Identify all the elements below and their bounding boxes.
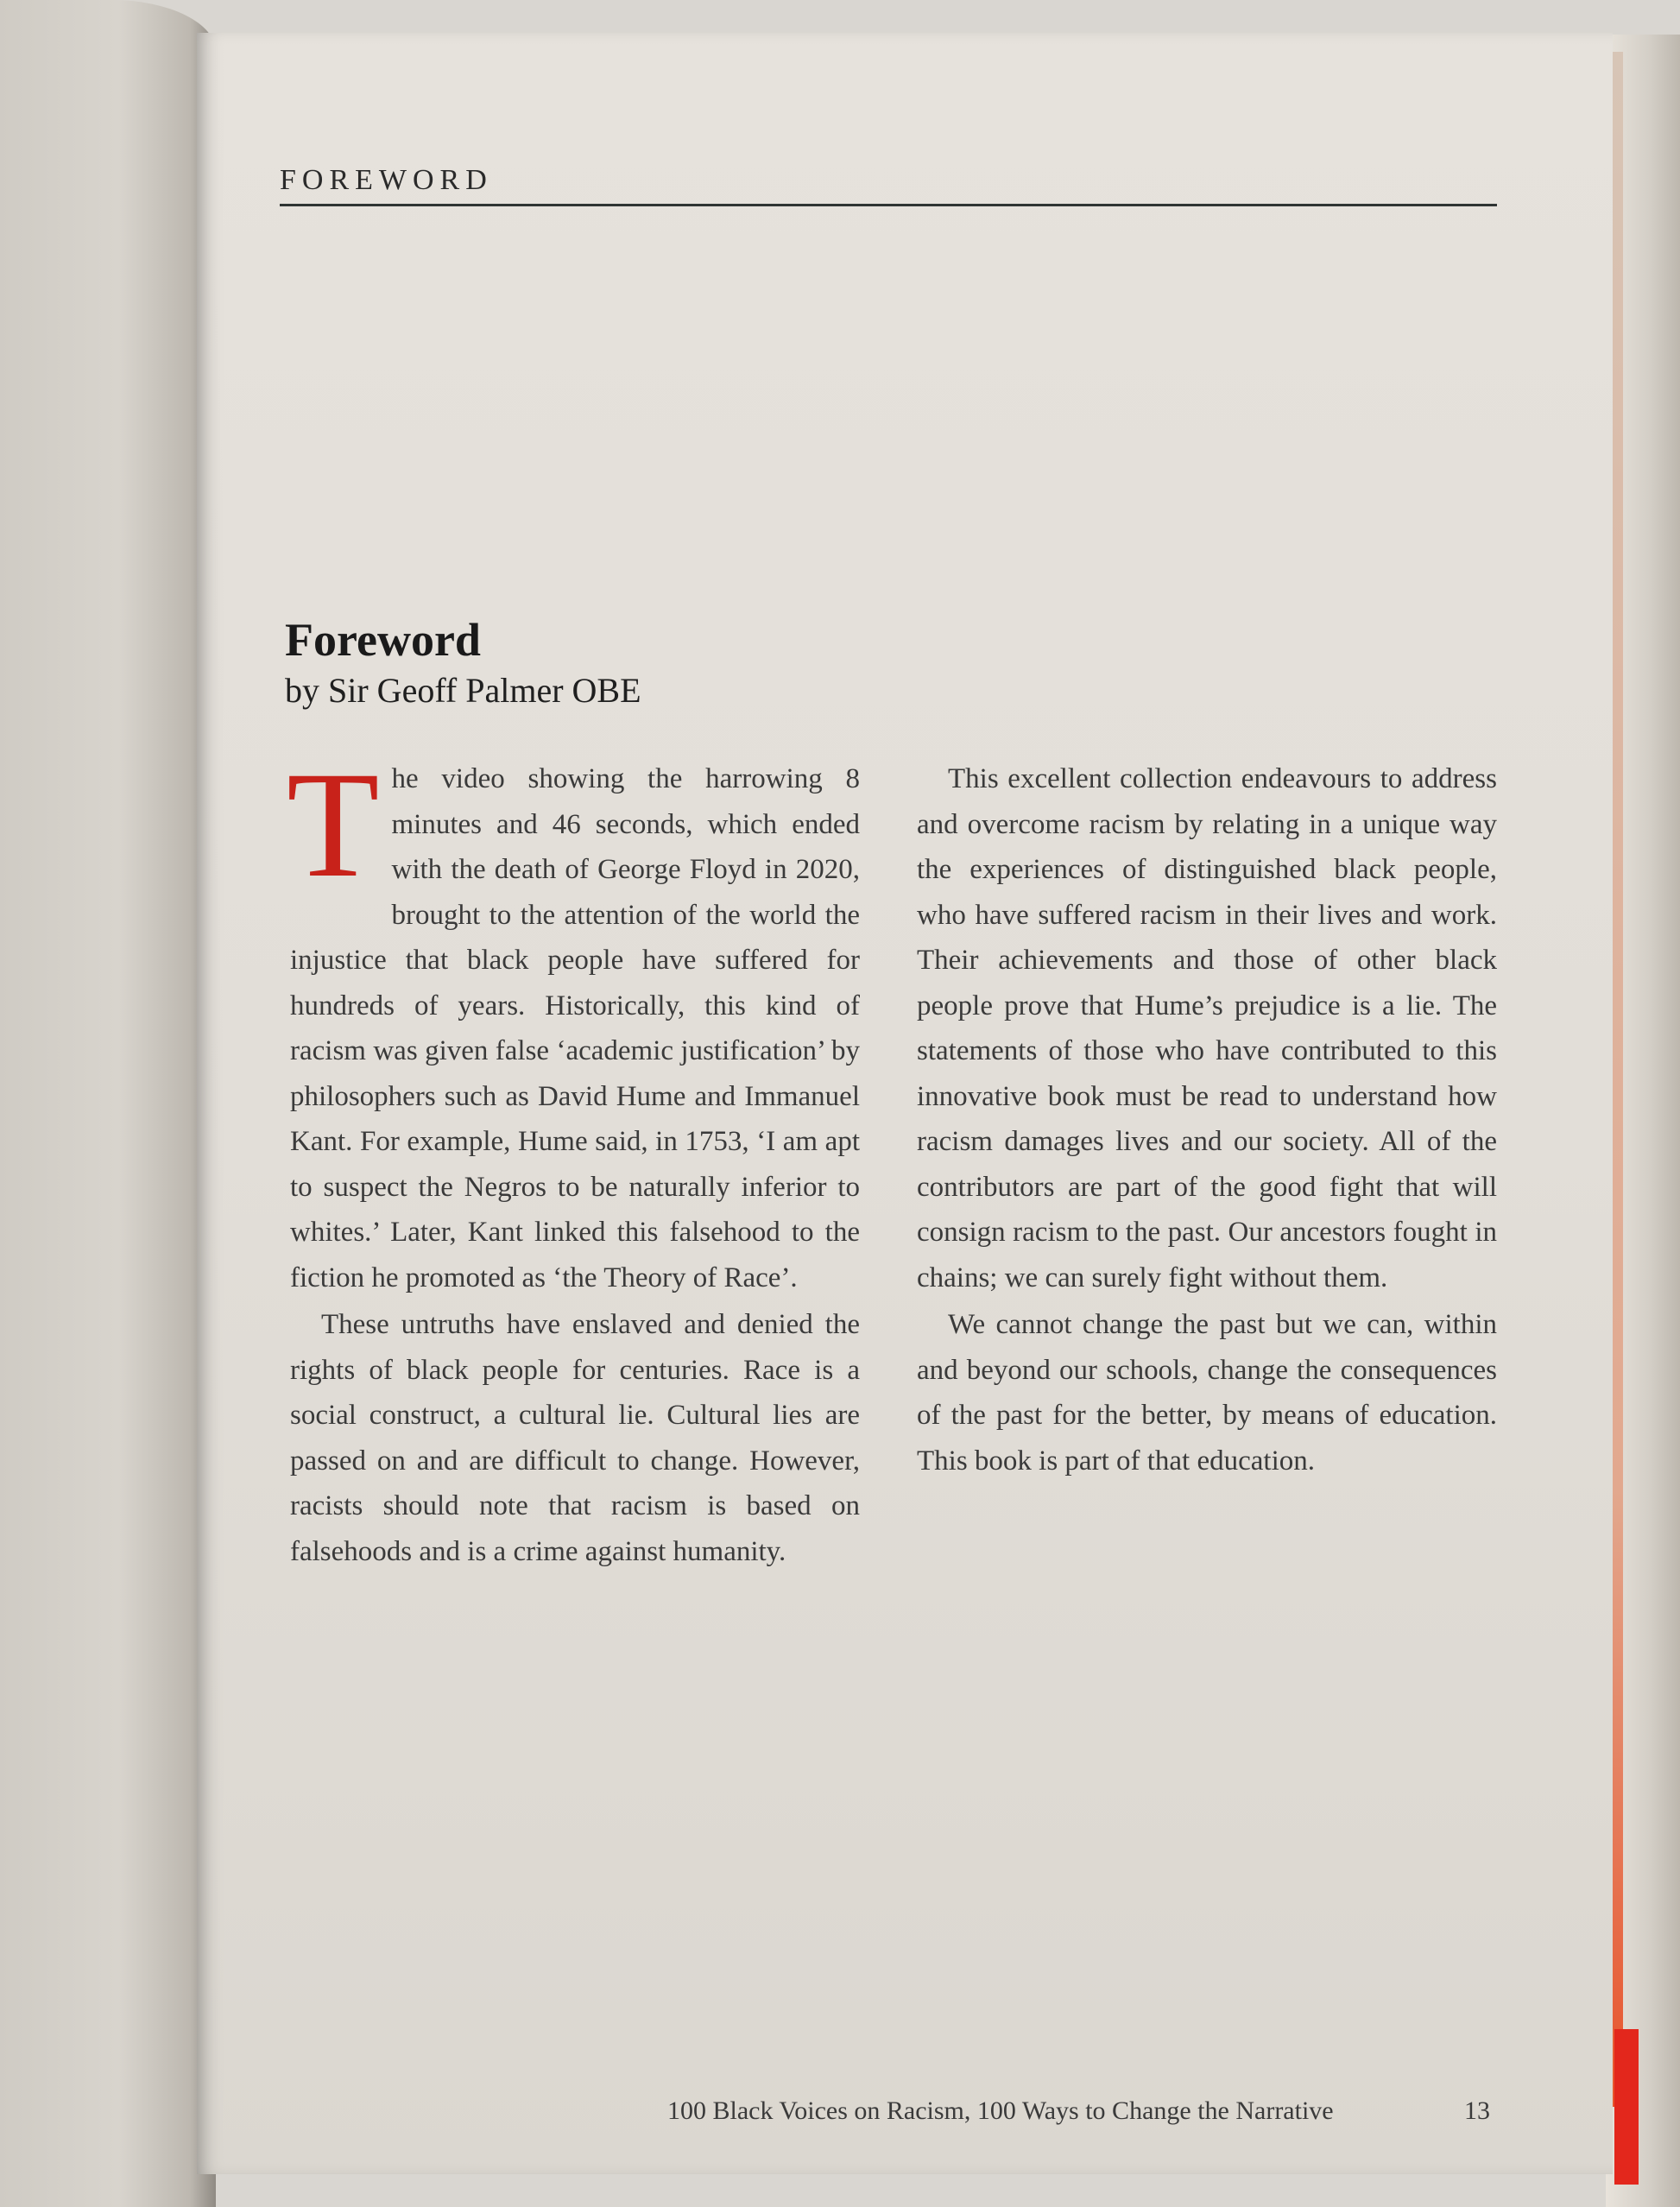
left-paragraph-2: These untruths have enslaved and denied the rights of black people for centuries. Race is a social construct, a cultural lie. Cultural lies are passed on and are difficult to change. However, racists should note that racism is based on falsehoods and is a crime against humanity. [290,1309,860,1567]
left-column [287,741,860,1574]
left-paragraph-1-text: he video showing the harrowing 8 minutes and 46 seconds, which ended with the death of George Floyd in 2020, brought to the attention of the world the injustice that black people have suffered for hundreds of years. Historically, this kind of racism was given false ‘academic justification’ by philosophers such as David Hume and Immanuel Kant. For example, Hume said, in 1753, ‘I am apt to suspect the Negros to be naturally inferior to whites.’ Later, Kant linked this falsehood to the fiction he promoted as ‘the Theory of Race’. [290,763,860,1293]
left-paragraph-1 [287,741,860,1300]
header-rule [280,204,1497,206]
cover-edge [1611,52,1623,2107]
footer-book-title: 100 Black Voices on Racism, 100 Ways to Change the Narrative [667,2096,1334,2125]
facing-page [0,0,216,2207]
right-paragraph-2: We cannot change the past but we can, within and beyond our schools, change the consequences of the past for the better, by means of education. This book is part of that education. [917,1309,1497,1477]
book-page [197,33,1613,2174]
drop-cap: T [287,741,380,909]
right-column [917,756,1497,1483]
byline: by Sir Geoff Palmer OBE [285,671,641,710]
red-bookmark-tab [1614,2029,1639,2185]
page-number: 13 [1464,2096,1490,2125]
right-paragraph-1: This excellent collection endeavours to address and overcome racism by relating in a unique way the experiences of distinguished black people, who have suffered racism in their lives and work. Their achievements and those of other black people prove that Hume’s prejudice is a lie. The statements of those who have contributed to this innovative book must be read to understand how racism damages lives and our society. All of the contributors are part of the good fight that will consign racism to the past. Our ancestors fought in chains; we can surely fight without them. [917,763,1497,1293]
running-head: FOREWORD [280,164,493,196]
page-title: Foreword [285,614,481,666]
